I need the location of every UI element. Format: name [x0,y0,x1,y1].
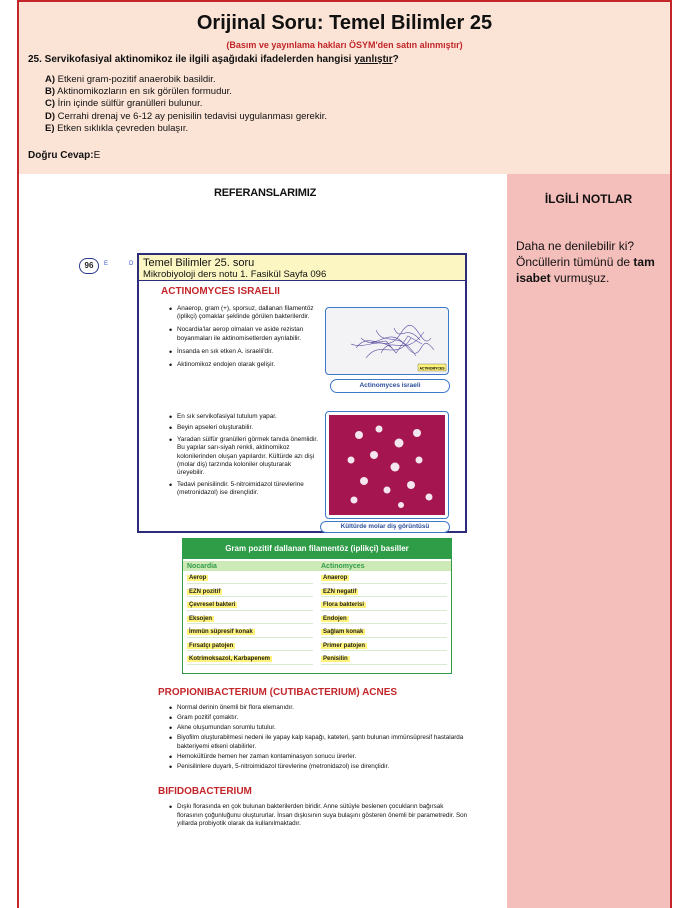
list-item: • Penisilinlere duyarlı, 5-nitroimidazol türevlerine (metronidazol) ise dirençlidir. [169,763,469,772]
copyright-note: (Basım ve yayınlama hakları ÖSYM'den satın alınmıştır) [226,40,463,50]
table-cell: Eksojen [187,614,313,625]
reference-box-header [139,255,465,281]
table-column-header: Actinomyces [317,561,451,571]
option-c [45,98,327,110]
list-item: • Yaradan sülfür granülleri görmek tanıda önemlidir. Bu yapılar sarı-siyah renkli, aktinomikoz kolonilerinden oluşan yapılardır. Kültürde azı dişi (molar diş) tarzında koloniler oluşturarak üreyebilir. [169,436,319,478]
list-item: • Aktinomikoz endojen olarak gelişir. [169,361,319,369]
option-letter: E) [45,122,55,134]
table-cell: Kotrimoksazol, Karbapenem [187,654,313,665]
option-text: Etkeni gram-pozitif anaerobik basildir. [57,74,216,85]
question-panel [19,2,670,174]
list-item: • İnsanda en sık etken A. israelii'dir. [169,348,319,356]
actinomyces-bullets [169,305,319,373]
actinomyces-column [317,559,451,670]
table-cell: Sağlam konak [321,627,447,638]
option-letter: D) [45,110,56,122]
comparison-table [182,538,452,674]
list-item: • Beyin apseleri oluşturabilir. [169,424,319,432]
table-cell: Flora bakterisi [321,600,447,611]
reference-box-subtitle: Mikrobiyoloji ders notu 1. Fasikül Sayfa 096 [143,269,327,280]
table-cell: Çevresel bakteri [187,600,313,611]
list-item: • Normal derinin önemli bir flora elemanıdır. [169,704,469,713]
correct-answer [28,150,100,161]
page-title: Orijinal Soru: Temel Bilimler 25 [196,12,493,34]
question-emphasis: yanlıştır [354,54,393,65]
notes-bold: tam isabet [516,255,655,285]
answer-label: Doğru Cevap: [28,150,94,161]
answer-options [45,74,327,135]
notes-panel [507,174,670,908]
document-frame [17,0,672,908]
option-e [45,123,327,135]
list-item: • Biyofilm oluşturabilmesi nedeni ile yapay kalp kapağı, kateteri, şantı bulunan immünsüpresif hastalarda bakteriyemi etkeni olabilirler. [169,734,469,751]
table-cell: Endojen [321,614,447,625]
table-cell: Anaerop [321,573,447,584]
culture-photo [325,411,449,519]
option-a [45,74,327,86]
question-text [28,54,399,65]
table-cell: İmmün süpresif konak [187,627,313,638]
colony-illustration [329,415,445,515]
section-title-actinomyces: ACTINOMYCES ISRAELII [161,286,280,297]
highlighted-reference-box [137,253,467,533]
notes-title: İLGİLİ NOTLAR [544,192,633,206]
list-item: • Nocardia'lar aerop olmaları ve aside rezistan boyanmaları ile aktinomisetlerden ayrılabilir. [169,326,319,343]
table-cell: EZN negatif [321,587,447,598]
section-title-propionibacterium: PROPIONIBACTERIUM (CUTIBACTERIUM) ACNES [158,687,398,698]
actinomyces-bullets-2 [169,413,319,501]
option-text: Cerrahi drenaj ve 6-12 ay penisilin tedavisi uygulanması gerekir. [57,110,327,122]
table-cell: EZN pozitif [187,587,313,598]
list-item: • Tedavi penisilindir. 5-nitroimidazol türevlerine (metronidazol) ise dirençlidir. [169,481,319,498]
list-item: • Gram pozitif çomaktır. [169,714,469,723]
question-prefix: 25. Servikofasiyal aktinomikoz ile ilgili aşağıdaki ifadelerden hangisi [28,54,355,65]
table-column-header: Nocardia [183,561,317,571]
option-text: İrin içinde sülfür granülleri bulunur. [57,98,203,110]
option-letter: A) [45,74,56,85]
answer-value: E [93,150,101,161]
section-title-bifidobacterium: BIFIDOBACTERIUM [158,786,252,797]
page-number-badge: 96 [79,258,99,274]
list-item: • Anaerop, gram (+), sporsuz, dallanan filamentöz (iplikçi) çomaklar şeklinde görülen bakterilerdir. [169,305,319,322]
image-caption-2: Kültürde molar diş görüntüsü [320,521,450,533]
bifidobacterium-bullets [169,803,469,830]
table-cell: Primer patojen [321,641,447,652]
list-item: • Akne oluşumundan sorumlu tutulur. [169,724,469,733]
table-cell: Penisilin [321,654,447,665]
propionibacterium-bullets [169,704,469,773]
option-letter: C) [45,98,56,110]
option-text: Etken sıklıkla çevreden bulaşır. [57,122,189,134]
actinomyces-micrograph [325,307,449,375]
option-b [45,86,327,98]
image-caption-1: Actinomyces israeli [330,379,450,393]
option-text: Aktinomikozların en sık görülen formudur. [57,86,232,98]
list-item: • En sık servikofasiyal tutulum yapar. [169,413,319,421]
list-item: • Hemokültürde hemen her zaman kontaminasyon sonucu ürerler. [169,753,469,762]
table-title: Gram pozitif dallanan filamentöz (iplikçi) basiller [183,539,451,559]
table-columns [183,559,451,670]
notes-line-2: vurmuşuz. [550,271,610,285]
culture-plate [329,415,445,515]
nocardia-column [183,559,317,670]
option-d [45,111,327,123]
table-cell: Fırsatçı patojen [187,641,313,652]
table-cell: Aerop [187,573,313,584]
page-tab-e: E [104,261,109,267]
page-tab-d: D [129,261,134,267]
question-suffix: ? [392,54,399,65]
option-letter: B) [45,86,56,98]
references-title: REFERANSLARIMIZ [214,187,317,199]
notes-line-1: Daha ne denilebilir ki? Öncüllerin tümünü de [516,239,635,269]
list-item: • Dışkı florasında en çok bulunan bakterilerden biridir. Anne sütüyle beslenen çocukların bağırsak florasının çoğunluğunu oluştururlar. İnsan dışkısının suya bulaşını gösteren önemli bir parametredir. Son yıllarda probiyotik olarak da kullanılmaktadır. [169,803,469,829]
reference-box-title: Temel Bilimler 25. soru [143,257,255,269]
filament-illustration [326,308,449,375]
reference-page-scan [59,247,479,847]
notes-text [516,238,666,286]
image-label: ACTINOMYCES [419,366,445,371]
